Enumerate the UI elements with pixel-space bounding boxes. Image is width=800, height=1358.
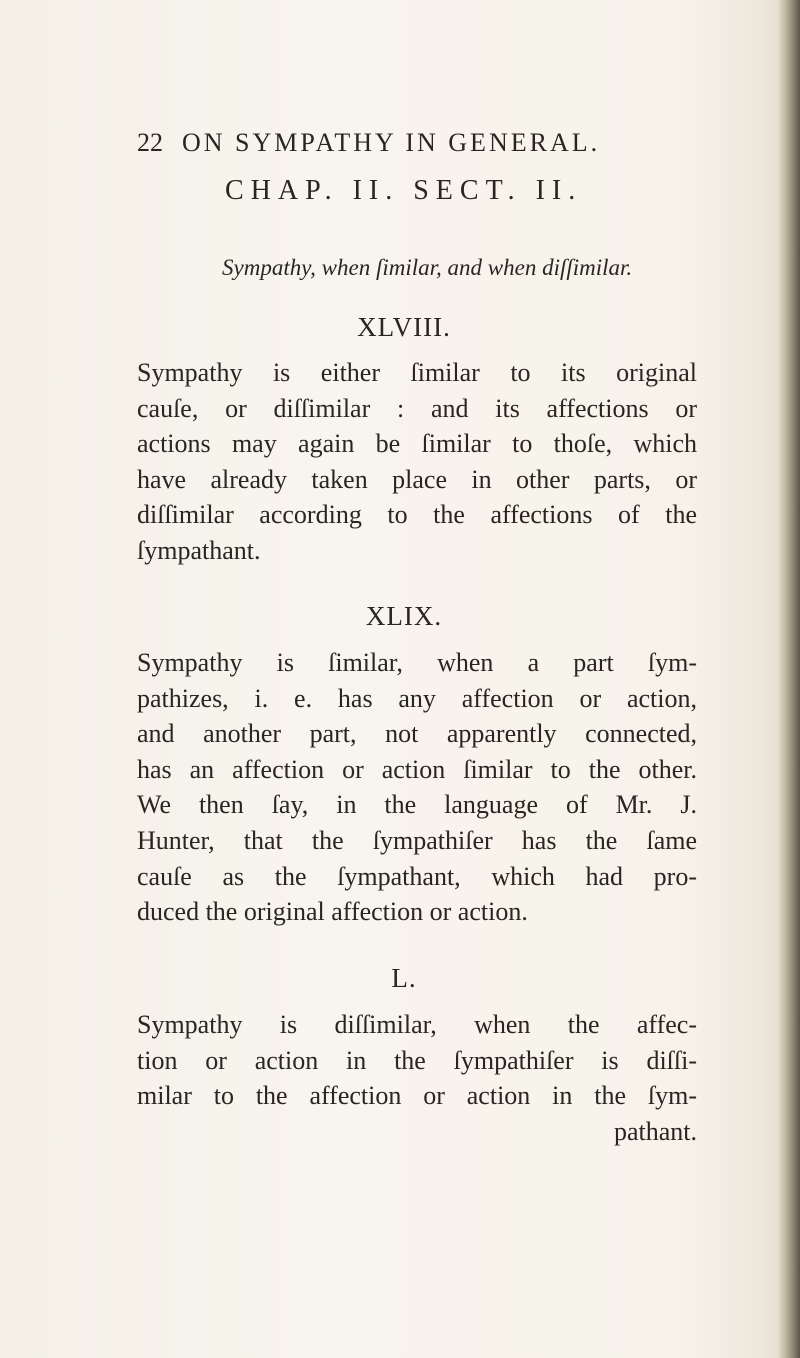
text-line: and another part, not apparently connected,	[137, 719, 697, 749]
paragraph	[137, 355, 697, 569]
running-title: ON SYMPATHY IN GENERAL.	[182, 128, 601, 157]
chapter-heading: CHAP. II. SECT. II.	[225, 175, 583, 206]
section-number: XLVIII.	[357, 312, 451, 342]
running-head	[137, 128, 697, 158]
section-number: L.	[391, 963, 417, 993]
text-line: ſympathant.	[137, 535, 261, 565]
text-line: diſſimilar according to the affections of the	[137, 500, 697, 530]
text-line: tion or action in the ſympathiſer is diſſi-	[137, 1045, 697, 1075]
text-line: has an affection or action ſimilar to the other.	[137, 754, 697, 784]
text-line: We then ſay, in the language of Mr. J.	[137, 790, 697, 820]
text-line: Sympathy is ſimilar, when a part ſym-	[137, 648, 697, 677]
text-line: cauſe as the ſympathant, which had pro-	[137, 861, 697, 891]
text-line: cauſe, or diſſimilar : and its affections or	[137, 393, 697, 423]
section-number: XLIX.	[365, 601, 443, 631]
text-line: Sympathy is either ſimilar to its original	[137, 358, 697, 387]
text-line: pathizes, i. e. has any affection or action,	[137, 683, 697, 713]
text-line: Hunter, that the ſympathiſer has the ſame	[137, 825, 697, 855]
page-number: 22	[137, 128, 163, 157]
text-line: Sympathy is diſſimilar, when the affec-	[137, 1010, 697, 1039]
page-binding-edge	[778, 0, 800, 1358]
text-line: pathant.	[613, 1116, 697, 1146]
text-line: actions may again be ſimilar to thoſe, which	[137, 429, 697, 459]
text-line: duced the original affection or action.	[137, 897, 528, 927]
text-line: have already taken place in other parts, or	[137, 464, 697, 494]
paragraph	[137, 1007, 697, 1149]
paragraph	[137, 645, 697, 930]
section-subtitle: Sympathy, when ſimilar, and when diſſimilar.	[222, 255, 633, 280]
text-line: milar to the affection or action in the ſym-	[137, 1081, 697, 1111]
